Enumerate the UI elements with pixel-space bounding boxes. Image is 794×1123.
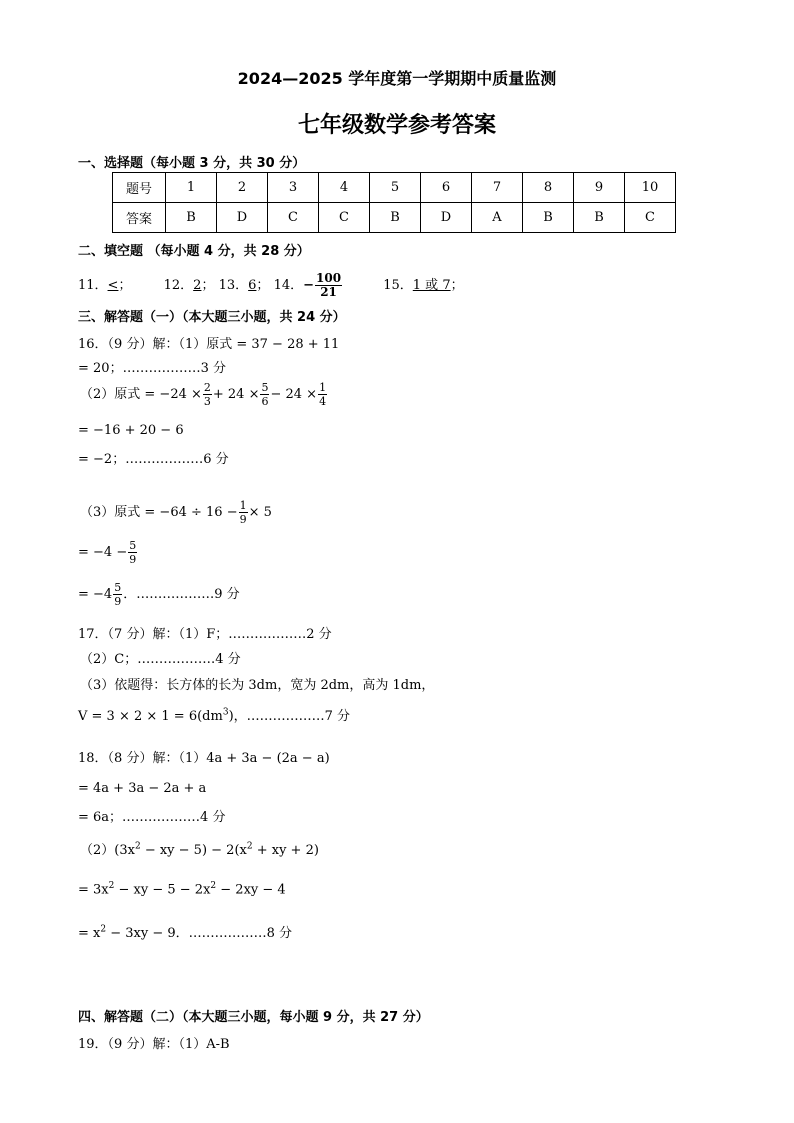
numerator: 5 xyxy=(261,381,269,394)
fill-in-answers xyxy=(78,272,464,299)
expression-text: = x xyxy=(78,926,101,941)
q18-line-1: 18．（8 分）解：（1）4a + 3a − (2a − a) xyxy=(78,751,330,766)
exponent: 2 xyxy=(134,841,141,852)
table-cell: 1 xyxy=(166,173,217,203)
separator: ； xyxy=(201,278,215,293)
section-2-heading: 二、填空题 （每小题 4 分，共 28 分） xyxy=(78,244,310,259)
expression-text: − 24 × xyxy=(270,387,318,402)
table-cell: 5 xyxy=(370,173,421,203)
q12-label: 12． xyxy=(163,278,194,293)
numerator: 100 xyxy=(316,271,342,285)
table-cell: 10 xyxy=(625,173,676,203)
fraction xyxy=(318,381,327,408)
q17-line-4 xyxy=(78,705,350,724)
q14-label: 14． xyxy=(273,278,304,293)
q16-line-8 xyxy=(78,581,240,608)
denominator: 9 xyxy=(239,513,247,526)
q16-line-5: = −2；………………6 分 xyxy=(78,452,229,467)
expression-text: − 3xy − 9．………………8 分 xyxy=(106,926,293,941)
table-cell: 6 xyxy=(421,173,472,203)
section-4-heading: 四、解答题（二）（本大题三小题，每小题 9 分，共 27 分） xyxy=(78,1010,429,1025)
expression-text: ．………………9 分 xyxy=(123,587,240,602)
q18-line-6 xyxy=(78,922,292,941)
q16-line-3 xyxy=(80,381,328,408)
table-header-cell: 题号 xyxy=(113,173,166,203)
table-cell: D xyxy=(421,203,472,233)
table-cell: B xyxy=(574,203,625,233)
q11-answer: < xyxy=(107,278,119,293)
q18-line-2: = 4a + 3a − 2a + a xyxy=(78,781,207,796)
q18-line-4 xyxy=(80,839,319,858)
table-cell: 9 xyxy=(574,173,625,203)
answer-table xyxy=(112,172,676,233)
fraction xyxy=(203,381,212,408)
table-row-numbers xyxy=(113,173,676,203)
exponent: 2 xyxy=(210,881,217,891)
q12-answer: 2 xyxy=(193,278,202,293)
expression-text: × 5 xyxy=(248,505,272,520)
denominator: 6 xyxy=(261,395,269,408)
expression-text: （2）(3x xyxy=(80,843,135,858)
table-cell: C xyxy=(319,203,370,233)
q18-line-3: = 6a；………………4 分 xyxy=(78,810,226,825)
q17-line-1: 17．（7 分）解：（1）F；………………2 分 xyxy=(78,627,332,642)
expression-text: = −4 − xyxy=(78,545,128,560)
expression-text: − 2xy − 4 xyxy=(216,882,286,898)
expression-text: （3）原式 = −64 ÷ 16 − xyxy=(80,505,238,520)
table-cell: 7 xyxy=(472,173,523,203)
q16-line-6 xyxy=(80,499,272,526)
numerator: 5 xyxy=(114,581,122,594)
expression-text: − xy − 5) − 2(x xyxy=(140,843,247,858)
q13-answer: 6 xyxy=(248,278,257,293)
table-cell: C xyxy=(625,203,676,233)
table-cell: 2 xyxy=(217,173,268,203)
section-1-heading: 一、选择题（每小题 3 分，共 30 分） xyxy=(78,156,306,171)
numerator: 1 xyxy=(319,381,327,394)
q16-line-2: = 20；………………3 分 xyxy=(78,361,226,376)
fraction xyxy=(260,381,269,408)
q14-fraction xyxy=(315,272,342,299)
q13-label: 13． xyxy=(218,278,249,293)
fraction xyxy=(128,539,137,566)
denominator: 21 xyxy=(320,285,337,299)
q15-answer: 1 或 7 xyxy=(412,278,451,293)
table-header-cell: 答案 xyxy=(113,203,166,233)
expression-text: + 24 × xyxy=(212,387,260,402)
q19-line-1: 19．（9 分）解：（1）A-B xyxy=(78,1037,230,1052)
separator: ； xyxy=(118,278,132,293)
denominator: 9 xyxy=(114,595,122,608)
table-cell: C xyxy=(268,203,319,233)
table-cell: D xyxy=(217,203,268,233)
expression-text: + xy + 2) xyxy=(252,843,319,858)
numerator: 5 xyxy=(129,539,137,552)
exponent: 2 xyxy=(108,881,115,891)
fraction xyxy=(113,581,122,608)
table-cell: 4 xyxy=(319,173,370,203)
denominator: 3 xyxy=(203,395,211,408)
expression-text: （2）原式 = −24 × xyxy=(80,387,202,402)
expression-text: )，………………7 分 xyxy=(228,709,351,724)
q16-line-1: 16．（9 分）解：（1）原式 = 37 − 28 + 11 xyxy=(78,337,340,352)
q16-line-4: = −16 + 20 − 6 xyxy=(78,423,184,438)
q11-label: 11． xyxy=(78,278,108,293)
table-cell: B xyxy=(166,203,217,233)
table-cell: 8 xyxy=(523,173,574,203)
exponent: 2 xyxy=(246,841,253,852)
denominator: 4 xyxy=(319,395,327,408)
expression-text: − xy − 5 − 2x xyxy=(114,882,211,898)
document-subtitle: 七年级数学参考答案 xyxy=(297,113,496,138)
q18-line-5 xyxy=(78,881,286,897)
separator: ； xyxy=(256,278,270,293)
table-row-answers xyxy=(113,203,676,233)
table-cell: B xyxy=(523,203,574,233)
section-3-heading: 三、解答题（一）（本大题三小题，共 24 分） xyxy=(78,310,346,325)
exponent: 2 xyxy=(100,924,107,935)
numerator: 1 xyxy=(239,499,247,512)
fraction xyxy=(239,499,248,526)
q16-line-7 xyxy=(78,539,138,566)
q17-line-3: （3）依题得：长方体的长为 3dm，宽为 2dm，高为 1dm， xyxy=(80,678,435,693)
expression-text: = 3x xyxy=(78,882,109,898)
q17-line-2: （2）C；………………4 分 xyxy=(80,652,241,667)
document-title: 2024—2025 学年度第一学期期中质量监测 xyxy=(237,69,557,88)
table-cell: A xyxy=(472,203,523,233)
separator: ； xyxy=(450,278,464,293)
expression-text: V = 3 × 2 × 1 = 6(dm xyxy=(78,709,223,724)
exponent: 3 xyxy=(222,707,229,718)
expression-text: = −4 xyxy=(78,587,113,602)
q14-sign: − xyxy=(303,278,315,293)
table-cell: 3 xyxy=(268,173,319,203)
q15-label: 15． xyxy=(383,278,413,293)
numerator: 2 xyxy=(203,381,211,394)
denominator: 9 xyxy=(129,553,137,566)
table-cell: B xyxy=(370,203,421,233)
